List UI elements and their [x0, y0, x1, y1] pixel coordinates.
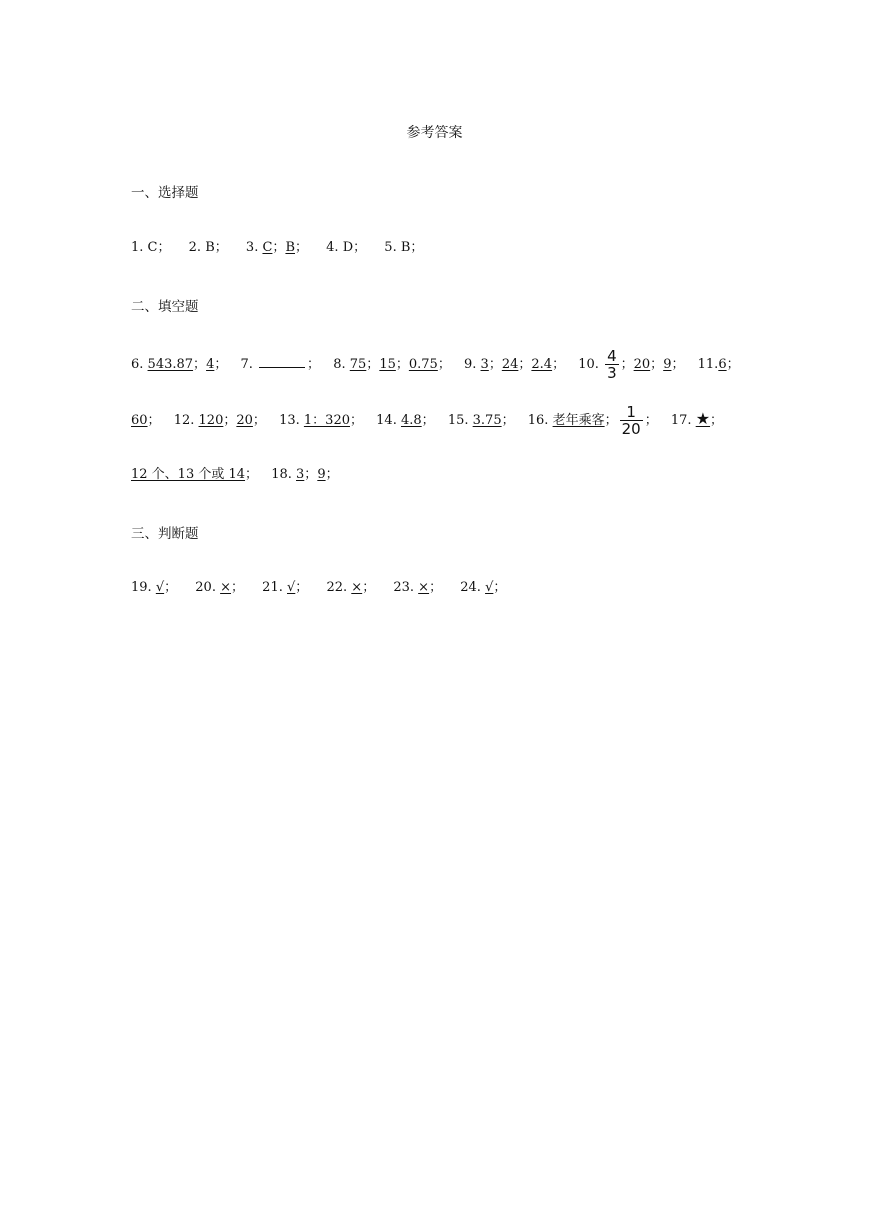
q1-answer: C	[147, 240, 158, 255]
q21-answer: √	[287, 580, 296, 595]
q1-number: 1.	[131, 240, 144, 255]
q4-number: 4.	[326, 240, 339, 255]
choice-answers-line: 1. C； 2. B； 3. C；B； 4. D； 5. B；	[131, 240, 424, 255]
q10-number: 10.	[578, 357, 599, 372]
q6-answer-1: 543.87	[147, 357, 194, 372]
q14-number: 14.	[376, 413, 397, 428]
q12-answer-1: 120	[198, 413, 224, 428]
q16-fraction	[620, 404, 643, 437]
q8-number: 8.	[333, 357, 346, 372]
q7-answer-blank	[259, 355, 305, 368]
q24-number: 24.	[460, 580, 481, 595]
q3-answer-1: C	[262, 240, 273, 255]
q17-answer-2: 12 个、13 个或 14	[131, 467, 246, 482]
q9-answer-2: 24	[501, 357, 519, 372]
q7-number: 7.	[240, 357, 253, 372]
q10-answer-3: 9	[663, 357, 672, 372]
q9-number: 9.	[463, 357, 477, 372]
q10-fraction	[605, 348, 619, 381]
q3-number: 3.	[245, 240, 259, 255]
q16-answer-1: 老年乘客	[552, 413, 605, 428]
q18-answer-1: 3	[296, 467, 305, 482]
q3-answer-2: B	[285, 240, 295, 255]
q18-answer-2: 9	[317, 467, 326, 482]
q17-star-answer: ★	[695, 409, 711, 428]
q23-number: 23.	[393, 580, 415, 595]
q22-number: 22.	[326, 580, 348, 595]
q15-number: 15.	[447, 413, 469, 428]
q9-answer-3: 2.4	[531, 357, 553, 372]
q15-answer: 3.75	[472, 413, 502, 428]
section-heading-judge: 三、判断题	[131, 526, 199, 542]
q9-answer-1: 3	[480, 357, 489, 372]
q13-number: 13.	[279, 413, 300, 428]
q17-number: 17.	[670, 413, 692, 428]
q18-number: 18.	[271, 467, 292, 482]
q16-number: 16.	[527, 413, 549, 428]
q12-answer-2: 20	[236, 413, 253, 428]
q13-answer: 1：320	[303, 413, 350, 428]
q5-number: 5.	[384, 240, 397, 255]
fill-answers-line-1: 6. 543.87；4； 7. ； 8. 75；15；0.75； 9. 3；24；2.4； 10. $\frac{4}{3}$ ；20；9； 11.6；	[131, 347, 740, 382]
q23-answer: ×	[418, 580, 430, 595]
q8-answer-2: 15	[379, 357, 396, 372]
q21-number: 21.	[262, 580, 283, 595]
q10-answer-2: 20	[633, 357, 651, 372]
q5-answer: B	[400, 240, 411, 255]
fill-answers-line-3: 12 个、13 个或 14； 18. 3；9；	[131, 467, 339, 482]
q20-number: 20.	[195, 580, 216, 595]
q16-fraction-denominator: 20	[621, 420, 641, 438]
q24-answer: √	[485, 580, 494, 595]
q11-answer-1: 6	[718, 357, 727, 372]
judge-answers-line: 19. √； 20. ×； 21. √； 22. ×； 23. ×； 24. √；	[131, 580, 507, 595]
section-heading-fill: 二、填空题	[131, 299, 199, 315]
q8-answer-1: 75	[349, 357, 367, 372]
q6-answer-2: 4	[206, 357, 215, 372]
fill-answers-line-2: 60； 12. 120；20； 13. 1：320； 14. 4.8； 15. 3.75； 16. 老年乘客； $\frac{1}{20}$ ； 17. ★；	[131, 403, 724, 438]
page-title: 参考答案	[406, 125, 463, 141]
q11-answer-2: 60	[131, 413, 148, 428]
q8-answer-3: 0.75	[408, 357, 438, 372]
q19-answer: √	[155, 580, 165, 595]
q10-fraction-denominator: 3	[607, 364, 617, 382]
q16-fraction-numerator: 1	[626, 403, 636, 421]
q14-answer: 4.8	[400, 413, 422, 428]
section-heading-choice: 一、选择题	[131, 185, 199, 201]
q4-answer: D	[342, 240, 354, 255]
q10-fraction-numerator: 4	[607, 347, 617, 365]
q20-answer: ×	[220, 580, 232, 595]
q11-number: 11.	[697, 357, 719, 372]
q19-number: 19.	[131, 580, 152, 595]
q12-number: 12.	[173, 413, 195, 428]
q6-number: 6.	[131, 357, 144, 372]
q2-number: 2.	[188, 240, 202, 255]
q22-answer: ×	[351, 580, 363, 595]
q2-answer: B	[205, 240, 215, 255]
